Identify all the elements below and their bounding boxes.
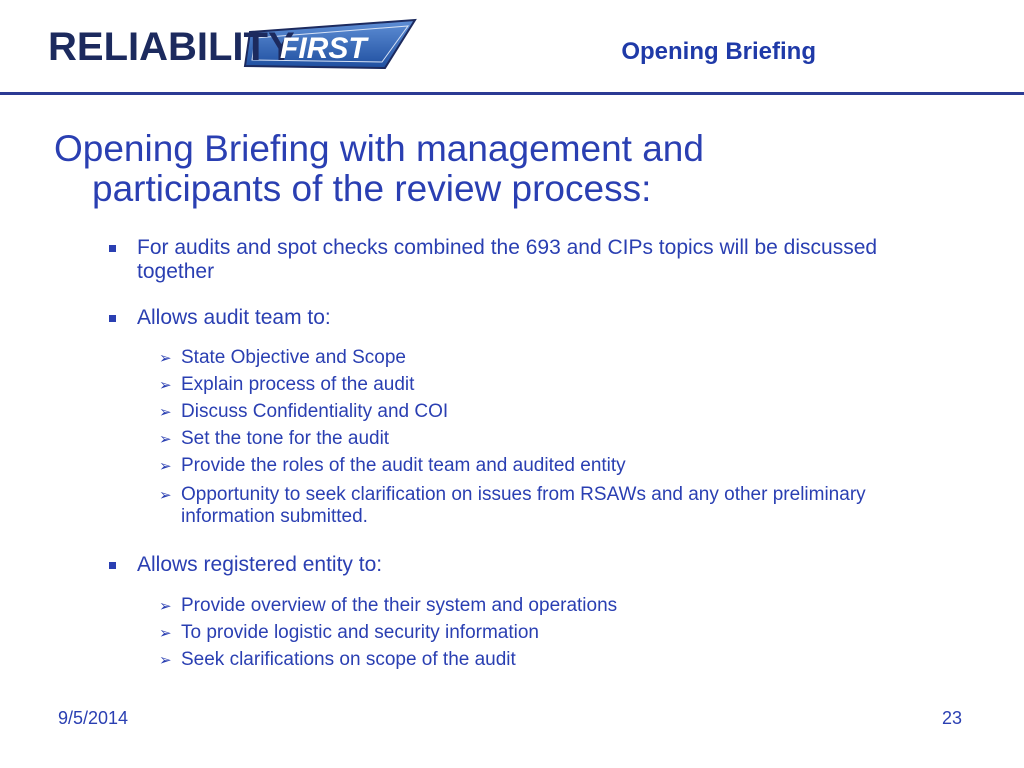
sub-bullet-text: Seek clarifications on scope of the audit (181, 649, 516, 670)
sub-bullet-item (159, 401, 941, 423)
slide-heading: Opening Briefing with management and participants of the review process: (54, 128, 704, 209)
footer-date: 9/5/2014 (58, 708, 129, 728)
sub-bullet-item (159, 622, 941, 644)
header-title: Opening Briefing (621, 38, 816, 65)
sub-bullet-text: Opportunity to seek clarification on issues from RSAWs and any other preliminary information submitted. (181, 484, 866, 527)
sub-bullet-item (159, 484, 901, 528)
arrow-bullet-icon: ➢ (159, 430, 172, 448)
slide-header (0, 0, 1024, 96)
sub-bullet-item (159, 428, 941, 450)
sub-bullet-text: Explain process of the audit (181, 374, 415, 395)
sub-bullet-item (159, 455, 941, 477)
sub-bullet-text: Set the tone for the audit (181, 428, 390, 449)
square-bullet-icon (109, 562, 116, 569)
arrow-bullet-icon: ➢ (159, 349, 172, 367)
arrow-bullet-icon: ➢ (159, 486, 172, 504)
logo-word-reliability: RELIABILITY (48, 25, 295, 69)
sub-bullet-item (159, 347, 941, 369)
sub-bullet-text: Provide the roles of the audit team and audited entity (181, 455, 626, 476)
bullet-text: Allows registered entity to: (137, 553, 383, 576)
sub-bullet-text: To provide logistic and security information (181, 622, 540, 643)
bullet-text: For audits and spot checks combined the 693 and CIPs topics will be discussed together (137, 236, 878, 283)
sub-bullet-text: State Objective and Scope (181, 347, 406, 368)
logo-graphic (40, 8, 420, 84)
bullet-item (137, 236, 957, 284)
arrow-bullet-icon: ➢ (159, 403, 172, 421)
arrow-bullet-icon: ➢ (159, 457, 172, 475)
bullet-item (137, 306, 957, 330)
sub-bullet-text: Provide overview of the their system and operations (181, 595, 618, 616)
sub-bullet-item (159, 649, 941, 671)
bullet-item (137, 553, 957, 577)
arrow-bullet-icon: ➢ (159, 597, 172, 615)
page-number: 23 (941, 708, 962, 728)
arrow-bullet-icon: ➢ (159, 651, 172, 669)
square-bullet-icon (109, 315, 116, 322)
reliabilityfirst-logo (40, 8, 420, 84)
bullet-text: Allows audit team to: (137, 306, 331, 329)
square-bullet-icon (109, 245, 116, 252)
arrow-bullet-icon: ➢ (159, 624, 172, 642)
sub-bullet-item (159, 595, 941, 617)
logo-word-first: FIRST (280, 32, 367, 65)
arrow-bullet-icon: ➢ (159, 376, 172, 394)
header-divider (0, 92, 1024, 95)
sub-bullet-text: Discuss Confidentiality and COI (181, 401, 449, 422)
sub-bullet-item (159, 374, 941, 396)
